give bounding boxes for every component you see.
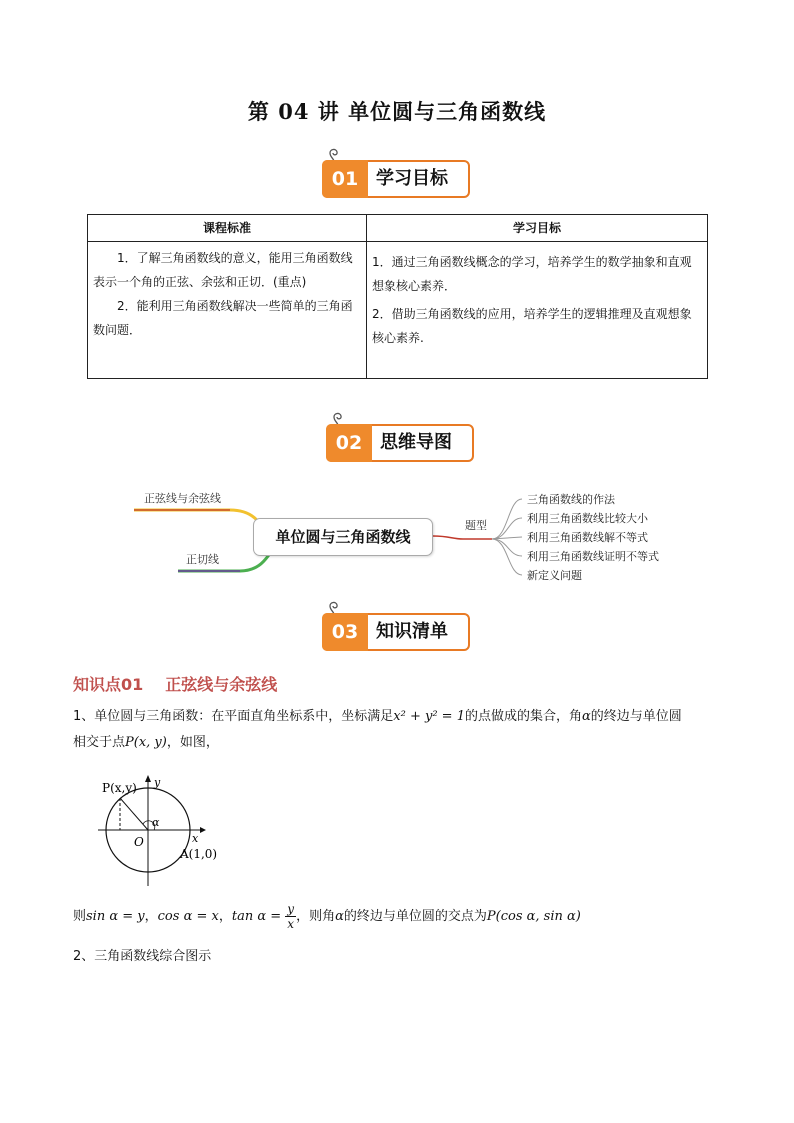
objectives-table (87, 214, 708, 379)
list-item: 2．借助三角函数线的应用，培养学生的逻辑推理及直观想象核心素养. (372, 307, 692, 345)
section-label: 知识清单 (376, 621, 448, 642)
tangent-fraction: $\frac{y}{x}$ (287, 902, 295, 931)
section-number: 01 (322, 160, 368, 198)
label-p: P(x,y) (102, 781, 137, 795)
paragraph-unit-circle: 1、单位圆与三角函数：在平面直角坐标系中，坐标满足x² + y² = 1的点做成的集合，角α的终边与单位圆 相交于点P(x, y)，如图， (73, 709, 682, 750)
table-header: 学习目标 (367, 215, 708, 242)
list-item: 利用三角函数线证明不等式 (527, 550, 659, 563)
paragraph-trig-definitions: 则sin α = y，cos α = x，tan α = $\frac{y}{x}$ ，则角α的终边与单位圆的交点为P(cos α, sin α) (73, 902, 581, 931)
section-badge-01 (322, 160, 470, 198)
paragraph-composite-diagram: 2、三角函数线综合图示 (73, 949, 212, 964)
sine-definition: sin α = y (86, 909, 145, 924)
section-number: 02 (326, 424, 372, 462)
knowledge-point-title: 正弦线与余弦线 (165, 675, 278, 694)
mindmap-question-list (527, 490, 659, 585)
cosine-definition: cos α = x (157, 909, 219, 924)
list-item: 利用三角函数线解不等式 (527, 531, 648, 544)
section-label: 学习目标 (376, 168, 448, 189)
point-p: P(x, y) (125, 735, 167, 750)
section-label: 思维导图 (380, 432, 452, 453)
page-title: 第 04 讲 单位圆与三角函数线 (247, 99, 547, 124)
list-item: 三角函数线的作法 (527, 493, 615, 506)
section-badge-02 (326, 424, 474, 462)
alpha-symbol: α (581, 709, 591, 724)
knowledge-point-number: 知识点01 (73, 675, 144, 694)
list-item: 1．了解三角函数线的意义，能用三角函数线表示一个角的正弦、余弦和正切．(重点) (93, 251, 353, 289)
list-item: 新定义问题 (527, 569, 582, 582)
label-origin: O (134, 835, 144, 849)
learning-goal-cell (367, 242, 708, 379)
label-a: A(1,0) (180, 847, 218, 861)
label-x: x (192, 832, 199, 845)
alpha-symbol: α (335, 909, 344, 924)
list-item: 2．能利用三角函数线解决一些简单的三角函数问题． (93, 299, 353, 337)
section-badge-03 (322, 613, 470, 651)
equation-unit-circle: x² + y² = 1 (393, 709, 465, 724)
tangent-definition: tan α = (231, 909, 282, 924)
course-standard-cell (88, 242, 367, 379)
knowledge-point-heading (73, 672, 277, 695)
table-header: 课程标准 (88, 215, 367, 242)
section-number: 03 (322, 613, 368, 651)
list-item: 1．通过三角函数线概念的学习，培养学生的数学抽象和直观想象核心素养． (372, 255, 692, 293)
label-y: y (154, 776, 161, 789)
unit-circle-figure (96, 770, 236, 890)
mindmap-branch-tangent: 正切线 (186, 553, 219, 566)
label-alpha: α (152, 816, 160, 829)
mindmap-center-node: 单位圆与三角函数线 (253, 518, 433, 556)
intersection-point: P(cos α, sin α) (486, 909, 581, 924)
mindmap-branch-sine-cosine: 正弦线与余弦线 (144, 492, 221, 505)
mindmap-branch-question-types: 题型 (465, 519, 487, 532)
list-item: 利用三角函数线比较大小 (527, 512, 648, 525)
